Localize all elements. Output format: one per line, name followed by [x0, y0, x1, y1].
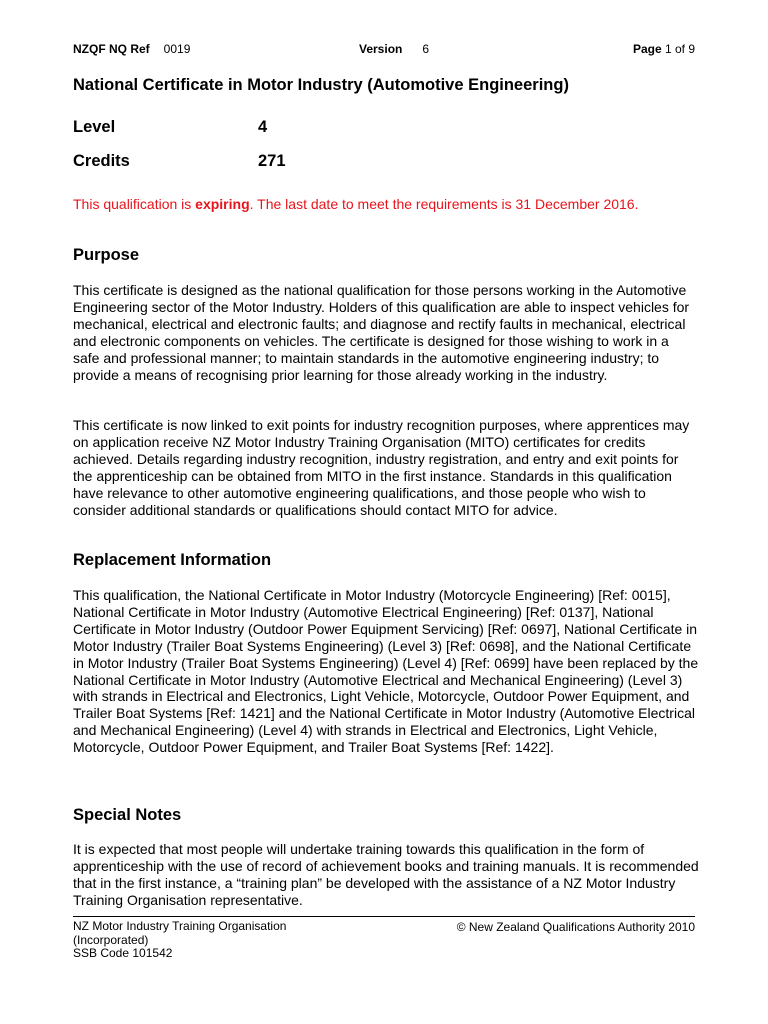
replacement-paragraph: This qualification, the National Certificate in Motor Industry (Motorcycle Engineering) [Ref: 0015], National Certificate in Motor Industry (Automotive Electrical Engineering) [Ref: 0137], National Certificate in Motor Industry (Outdoor Power Equipment Servicing) [Ref: 0697], National Certificate in Motor Industry (Trailer Boat Systems Engineering) (Level 3) [Ref: 0698], and the National Certificate in Motor Industry (Trailer Boat Systems Engineering) (Level 4) [Ref: 0699] have been replaced by the National Certificate in Motor Industry (Automotive Electrical and Mechanical Engineering) (Level 3) with strands in Electrical and Electronics, Light Vehicle, Motorcycle, Outdoor Power Equipment, and Trailer Boat Systems [Ref: 1421] and the National Certificate in Motor Industry (Automotive Electrical and Mechanical Engineering) (Level 4) with strands in Electrical and Electronics, Light Vehicle, Motorcycle, Outdoor Power Equipment, and Trailer Boat Systems [Ref: 1422].: [73, 587, 699, 756]
credits-label: Credits: [73, 152, 130, 170]
level-label: Level: [73, 118, 116, 136]
page-label: Page: [632, 42, 662, 56]
version-field: [359, 42, 429, 56]
page-header: [73, 42, 695, 58]
replacement-heading: Replacement Information: [73, 551, 272, 569]
special-notes-heading: Special Notes: [73, 806, 182, 824]
footer-ssb-code: SSB Code 101542: [73, 946, 173, 960]
ref-label: NZQF NQ Ref: [73, 42, 150, 56]
page-value: 1 of 9: [664, 42, 695, 56]
version-value: 6: [422, 42, 430, 56]
level-value: 4: [258, 118, 268, 136]
footer-org-name: NZ Motor Industry Training Organisation (Incorporated): [73, 919, 287, 947]
expiry-emphasis: expiring: [195, 196, 250, 212]
version-label: Version: [359, 42, 403, 56]
expiry-prefix: This qualification is: [73, 196, 196, 212]
expiry-notice: [73, 196, 693, 213]
expiry-suffix: . The last date to meet the requirements is 31 December 2016.: [249, 196, 639, 212]
page-number: [633, 42, 695, 56]
purpose-paragraph-2: This certificate is now linked to exit points for industry recognition purposes, where apprentices may on application receive NZ Motor Industry Training Organisation (MITO) certificates for credits achieved. Details regarding industry recognition, industry registration, and entry and exit points for the apprenticeship can be obtained from MITO in the first instance. Standards in this qualification have relevance to other automotive engineering qualifications, and those people who wish to consider additional standards or qualifications should contact MITO for advice.: [73, 417, 690, 518]
document-title: National Certificate in Motor Industry (Automotive Engineering): [73, 76, 569, 94]
special-notes-paragraph: It is expected that most people will undertake training towards this qualification in the form of apprenticeship with the use of record of achievement books and training manuals. It is recommended that in the first instance, a “training plan” be developed with the assistance of a NZ Motor Industry Training Organisation representative.: [73, 841, 699, 908]
purpose-paragraph-1: This certificate is designed as the national qualification for those persons working in the Automotive Engineering sector of the Motor Industry. Holders of this qualification are able to inspect vehicles for mechanical, electrical and electronic faults; and diagnose and rectify faults in mechanical, electrical and electronic components on vehicles. The certificate is designed for those wishing to work in a safe and professional manner; to maintain standards in the automotive engineering industry; to provide a means of recognising prior learning for those already working in the industry.: [73, 282, 690, 383]
ref-field: [73, 42, 190, 56]
footer-copyright: © New Zealand Qualifications Authority 2010: [456, 920, 695, 934]
credits-value: 271: [258, 152, 286, 170]
purpose-heading: Purpose: [73, 246, 140, 264]
ref-value: 0019: [163, 42, 191, 56]
footer-organisation: [73, 920, 333, 961]
page-footer: [73, 916, 695, 960]
